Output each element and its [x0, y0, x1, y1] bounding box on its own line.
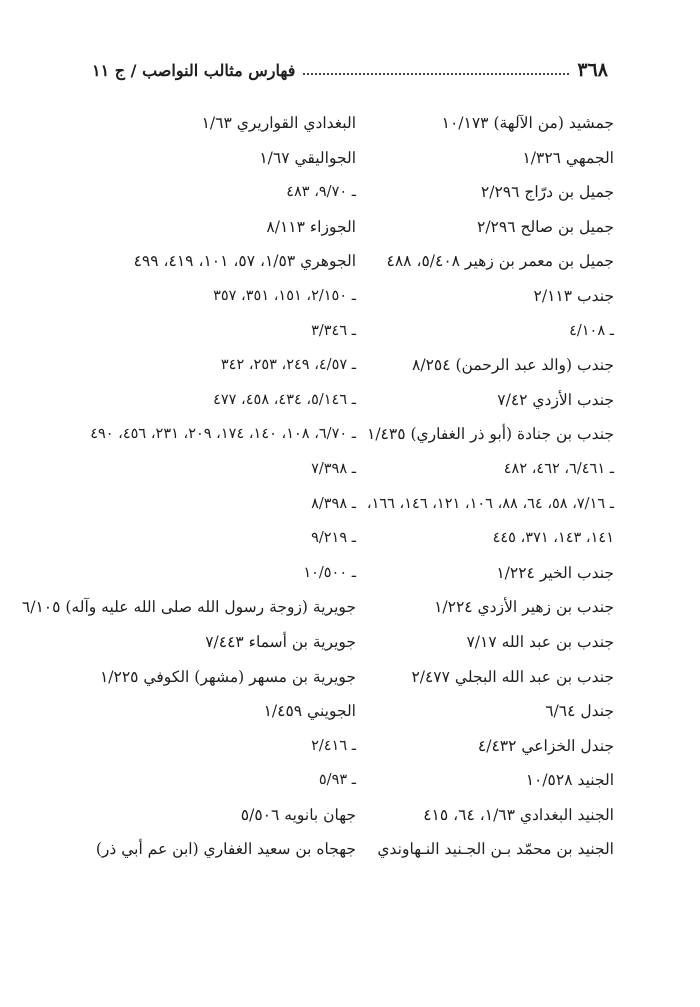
index-subentry: ـ ٧/١٦، ٥٨، ٦٤، ٨٨، ١٠٦، ١٢١، ١٤٦، ١٦٦، — [366, 495, 614, 512]
index-subentry: ـ ٣/٣٤٦ — [311, 322, 356, 339]
index-entry: الجنيد البغدادي ١/٦٣، ٦٤، ٤١٥ — [423, 805, 614, 824]
index-entry: جويرية (زوجة رسول الله صلى الله عليه وآله) ٦/١٠٥ — [21, 598, 356, 617]
index-entry: جويرية بن مسهر (مشهر) الكوفي ١/٢٢٥ — [99, 667, 356, 686]
index-entry: جندب بن زهير الأزدي ١/٢٢٤ — [434, 598, 614, 617]
index-entry: جندل الخزاعي ٤/٤٣٢ — [477, 736, 614, 755]
index-subentry: ـ ٦/٧٠، ١٠٨، ١٤٠، ١٧٤، ٢٠٩، ٢٣١، ٤٥٦، ٤٩٠ — [90, 426, 356, 443]
index-column-left — [21, 106, 356, 867]
index-entry: جهان بانويه ٥/٥٠٦ — [240, 805, 356, 824]
index-entry: جمشيد (من الآلهة) ١٠/١٧٣ — [441, 114, 614, 132]
index-entry: جهجاه بن سعيد الغفاري (ابن عم أبي ذر) — [95, 840, 356, 859]
index-subentry: ـ ٢/١٥٠، ١٥١، ٣٥١، ٣٥٧ — [213, 287, 356, 304]
page-number: ٣٦٨ — [577, 59, 608, 81]
index-entry: جندب الخير ١/٢٢٤ — [496, 563, 614, 582]
index-entry: جندب بن عبد الله ٧/١٧ — [466, 632, 614, 651]
index-entry: جويرية بن أسماء ٧/٤٤٣ — [205, 632, 356, 651]
index-subentry: ـ ٨/٣٩٨ — [311, 495, 356, 512]
index-subentry: ـ ٦/٤٦١، ٤٦٢، ٤٨٢ — [503, 460, 614, 477]
index-subentry: ـ ١٠/٥٠٠ — [303, 564, 356, 581]
index-entry: الجنيد ١٠/٥٢٨ — [525, 771, 614, 790]
index-subentry: ـ ٩/٧٠، ٤٨٣ — [286, 184, 356, 201]
index-column-right — [344, 106, 614, 867]
index-entry: جميل بن صالح ٢/٢٩٦ — [477, 217, 614, 236]
index-subentry: ـ ٩/٢١٩ — [311, 530, 356, 547]
index-subentry: ـ ٥/١٤٦، ٤٣٤، ٤٥٨، ٤٧٧ — [213, 391, 356, 408]
index-entry: جميل بن معمر بن زهير ٥/٤٠٨، ٤٨٨ — [386, 252, 614, 271]
page-header — [92, 56, 608, 84]
index-entry: جندب (والد عبد الرحمن) ٨/٢٥٤ — [412, 356, 614, 375]
leader-dots — [303, 73, 569, 75]
index-subentry: ـ ٤/٥٧، ٢٤٩، ٢٥٣، ٣٤٢ — [220, 357, 356, 374]
index-subentry: ـ ٢/٤١٦ — [311, 737, 356, 754]
index-entry: الجمهي ١/٣٢٦ — [522, 148, 614, 167]
index-subentry: ١٤١، ١٤٣، ٣٧١، ٤٤٥ — [492, 530, 614, 547]
index-entry: جندب بن جنادة (أبو ذر الغفاري) ١/٤٣٥ — [367, 425, 614, 444]
index-entry: البغدادي القواريري ١/٦٣ — [201, 114, 356, 132]
running-title: فهارس مثالب النواصب / ج ١١ — [92, 60, 296, 80]
index-entry: الجوهري ١/٥٣، ٥٧، ١٠١، ٤١٩، ٤٩٩ — [133, 252, 356, 271]
index-entry: جندب بن عبد الله البجلي ٢/٤٧٧ — [411, 667, 614, 686]
index-entry: جندب الأزدي ٧/٤٢ — [497, 390, 614, 409]
index-entry: جندل ٦/٦٤ — [545, 702, 614, 721]
index-entry: جميل بن درّاج ٢/٢٩٦ — [480, 183, 614, 202]
index-entry: الجويني ١/٤٥٩ — [263, 702, 356, 721]
index-entry: الجواليقي ١/٦٧ — [259, 148, 356, 167]
index-subentry: ـ ٥/٩٣ — [318, 772, 356, 789]
index-subentry: ـ ٧/٣٩٨ — [311, 460, 356, 477]
index-subentry: ـ ٤/١٠٨ — [569, 322, 614, 339]
index-entry: جندب ٢/١١٣ — [533, 286, 614, 305]
index-entry: الجوزاء ٨/١١٣ — [266, 217, 356, 236]
index-entry: الجنيد بن محمّد بـن الجـنيد النـهاوندي — [377, 840, 614, 859]
